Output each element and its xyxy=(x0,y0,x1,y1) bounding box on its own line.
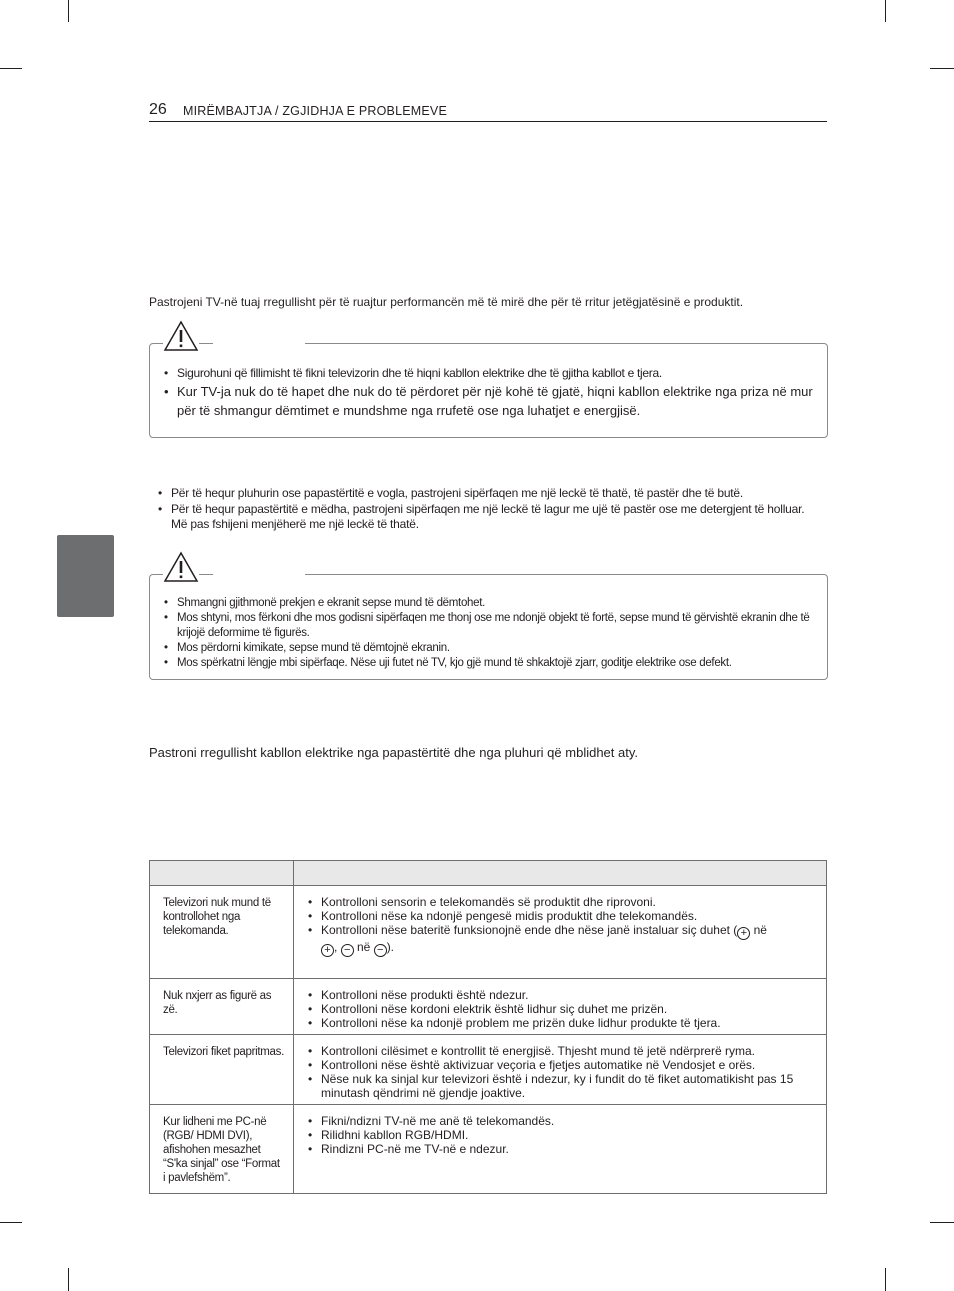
caution-item: • Mos përdorni kimikate, sepse mund të dëmtojnë ekranin. xyxy=(164,641,816,656)
caution-box xyxy=(149,343,828,438)
problem-cell: Kur lidheni me PC-në (RGB/ HDMI DVI), afishohen mesazhet “S'ka sinjal” ose “Format i pavlefshëm”. xyxy=(163,1116,280,1184)
crop-mark xyxy=(885,0,886,22)
screen-cleaning-list xyxy=(158,486,823,533)
crop-mark xyxy=(68,1268,69,1291)
power-cord-paragraph: Pastroni rregullisht kabllon elektrike nga papastërtitë dhe nga pluhuri që mblidhet aty. xyxy=(149,745,638,760)
table-row xyxy=(150,979,827,1035)
minus-circle-icon: − xyxy=(374,944,387,957)
crop-mark xyxy=(930,1222,954,1223)
solution-list xyxy=(294,886,826,961)
solution-item: • Kontrolloni nëse produkti është ndezur. xyxy=(308,988,816,1002)
problem-cell: Nuk nxjerr as figurë as zë. xyxy=(163,990,272,1016)
solution-item: • Kontrolloni cilësimet e kontrollit të energjisë. Thjesht mund të jetë ndërprerë ryma. xyxy=(308,1044,816,1058)
caution-item: • Shmangni gjithmonë prekjen e ekranit sepse mund të dëmtohet. xyxy=(164,596,816,611)
problem-cell: Televizori nuk mund të kontrollohet nga telekomanda. xyxy=(163,897,271,937)
solution-item: • Rindizni PC-në me TV-në e ndezur. xyxy=(308,1142,816,1156)
cleaning-item: • Për të hequr papastërtitë e mëdha, pastrojeni sipërfaqen me një leckë të lagur me ujë të pastër ose me detergjent të holluar. Më pas fshijeni menjëherë me një leckë të thatë. xyxy=(158,502,823,533)
caution-item: • Kur TV-ja nuk do të hapet dhe nuk do të përdoret për një kohë të gjatë, hiqni kabllon elektrike nga priza në mur për të shmangur dëmtimet e mundshme nga rrufetë ose nga luhatjet e energjisë. xyxy=(164,382,814,420)
solution-item: • Kontrolloni nëse kordoni elektrik është lidhur siç duhet me prizën. xyxy=(308,1002,816,1016)
caution-item: • Mos spërkatni lëngje mbi sipërfaqe. Nëse uji futet në TV, kjo gjë mund të shkaktojë zjarr, goditje elektrike ose defekt. xyxy=(164,656,816,671)
plus-circle-icon: + xyxy=(737,927,750,940)
problem-cell: Televizori fiket papritmas. xyxy=(163,1046,285,1058)
warning-icon xyxy=(163,551,199,583)
page-number: 26 xyxy=(149,101,167,118)
warning-icon xyxy=(163,320,199,352)
table-header-cell xyxy=(294,861,827,886)
caution-list xyxy=(164,366,814,420)
solution-item: • Kontrolloni nëse ka ndonjë problem me prizën duke lidhur produkte të tjera. xyxy=(308,1016,816,1030)
crop-mark xyxy=(930,68,954,69)
solution-list xyxy=(294,1035,826,1104)
table-row xyxy=(150,1035,827,1105)
crop-mark xyxy=(0,68,22,69)
crop-mark xyxy=(68,0,69,22)
intro-paragraph: Pastrojeni TV-në tuaj rregullisht për të ruajtur performancën më të mirë dhe për të rritur jetëgjatësinë e produktit. xyxy=(149,295,744,309)
solution-item: • Kontrolloni sensorin e telekomandës së produktit dhe riprovoni. xyxy=(308,895,816,909)
plus-circle-icon: + xyxy=(321,944,334,957)
caution-item: • Mos shtyni, mos fërkoni dhe mos godisni sipërfaqen me thonj ose me ndonjë objekt të fortë, sepse mund të gërvishtë ekranin dhe të krijojë deformime të figurës. xyxy=(164,611,816,641)
minus-circle-icon: − xyxy=(341,944,354,957)
troubleshooting-table xyxy=(149,860,827,1194)
cleaning-item: • Për të hequr pluhurin ose papastërtitë e vogla, pastrojeni sipërfaqen me një leckë të thatë, të pastër dhe të butë. xyxy=(158,486,823,502)
solution-item: • Kontrolloni nëse është aktivizuar veçoria e fjetjes automatike në Vendosjet e orës. xyxy=(308,1058,816,1072)
chapter-tab xyxy=(57,535,114,617)
caution-box xyxy=(149,574,828,680)
solution-item: • Rilidhni kabllon RGB/HDMI. xyxy=(308,1128,816,1142)
table-row xyxy=(150,1105,827,1194)
caution-item: • Sigurohuni që fillimisht të fikni televizorin dhe të hiqni kabllon elektrike dhe të gjitha kabllot e tjera. xyxy=(164,366,814,381)
header-rule xyxy=(149,121,827,122)
section-title: MIRËMBAJTJA / ZGJIDHJA E PROBLEMEVE xyxy=(183,104,447,118)
caution-list xyxy=(164,596,816,671)
solution-item: • Kontrolloni nëse bateritë funksionojnë ende dhe nëse janë instaluar siç duhet ( + në + , − në − ). xyxy=(308,923,816,957)
table-header-cell xyxy=(150,861,294,886)
crop-mark xyxy=(885,1268,886,1291)
solution-list xyxy=(294,979,826,1034)
solution-list xyxy=(294,1105,826,1160)
solution-item: • Kontrolloni nëse ka ndonjë pengesë midis produktit dhe telekomandës. xyxy=(308,909,816,923)
solution-item: • Fikni/ndizni TV-në me anë të telekomandës. xyxy=(308,1114,816,1128)
crop-mark xyxy=(0,1222,22,1223)
table-row xyxy=(150,886,827,979)
table-header-row xyxy=(150,861,827,886)
solution-item: • Nëse nuk ka sinjal kur televizori është i ndezur, ky i fundit do të fiket automatikisht pas 15 minutash qëndrimi në gjendje joaktive. xyxy=(308,1072,816,1100)
